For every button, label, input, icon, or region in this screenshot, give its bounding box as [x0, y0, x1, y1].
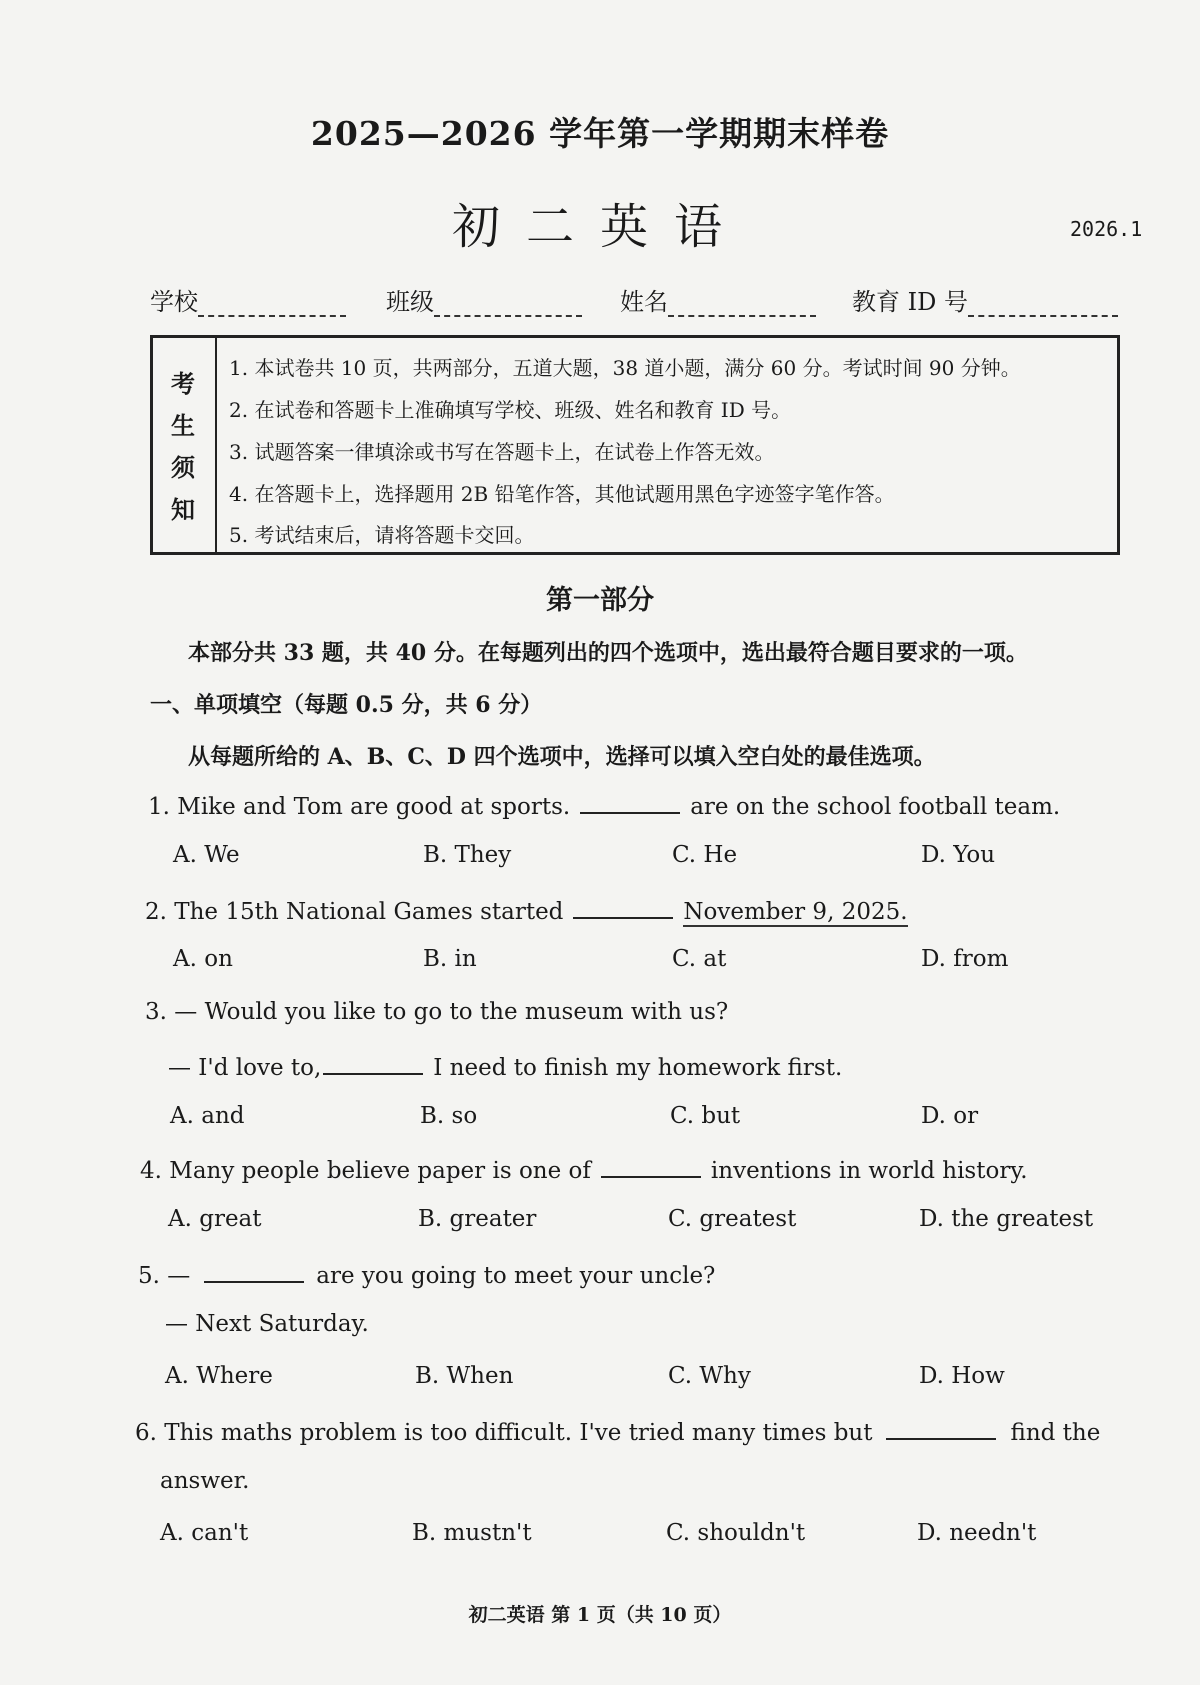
page-footer: 初二英语 第 1 页（共 10 页）: [468, 1604, 732, 1626]
name-label: 姓名: [620, 288, 668, 316]
notice-item: 1. 本试卷共 10 页，共两部分，五道大题，38 道小题，满分 60 分。考试时间 90 分钟。: [229, 356, 1021, 380]
question-stem: The 15th National Games started: [174, 899, 564, 925]
question-number: 4.: [140, 1158, 170, 1184]
answer-blank[interactable]: [886, 1416, 996, 1440]
option-d[interactable]: D. How: [919, 1363, 1005, 1389]
class-field[interactable]: [386, 282, 582, 317]
answer-blank[interactable]: [580, 790, 680, 814]
option-c[interactable]: C. greatest: [668, 1206, 797, 1232]
option-c[interactable]: C. at: [672, 946, 727, 972]
option-c[interactable]: C. Why: [668, 1363, 751, 1389]
class-line: [434, 289, 582, 317]
question-stem: find the: [1010, 1420, 1101, 1446]
question-4: [140, 1154, 1028, 1184]
id-label: 教育 ID 号: [852, 288, 968, 316]
question-number: 1.: [148, 794, 178, 820]
option-d[interactable]: D. needn't: [917, 1520, 1037, 1546]
option-a[interactable]: A. can't: [160, 1520, 249, 1546]
notice-heading: [153, 338, 217, 552]
notice-heading-char: 须: [171, 453, 195, 482]
question-5-reply: — Next Saturday.: [165, 1311, 369, 1337]
id-field[interactable]: [852, 282, 1118, 317]
answer-blank[interactable]: [204, 1259, 304, 1283]
question-stem: November 9, 2025.: [683, 899, 908, 925]
notice-item: 2. 在试卷和答题卡上准确填写学校、班级、姓名和教育 ID 号。: [229, 398, 792, 422]
option-d[interactable]: D. the greatest: [919, 1206, 1094, 1232]
notice-heading-char: 知: [171, 495, 195, 524]
name-line: [668, 289, 816, 317]
option-d[interactable]: D. from: [921, 946, 1009, 972]
subject-title: 初二英语: [451, 199, 748, 255]
question-3: [145, 999, 728, 1025]
question-5: [138, 1259, 715, 1289]
option-a[interactable]: A. Where: [165, 1363, 273, 1389]
notice-item: 4. 在答题卡上，选择题用 2B 铅笔作答，其他试题用黑色字迹签字笔作答。: [229, 482, 895, 506]
option-b[interactable]: B. When: [415, 1363, 514, 1389]
question-number: 5.: [138, 1263, 168, 1289]
notice-heading-char: 考: [171, 369, 195, 398]
option-b[interactable]: B. greater: [418, 1206, 537, 1232]
question-6-continued: answer.: [160, 1468, 250, 1494]
option-b[interactable]: B. mustn't: [412, 1520, 532, 1546]
option-d[interactable]: D. You: [921, 842, 996, 868]
question-stem: Many people believe paper is one of: [169, 1158, 591, 1184]
option-a[interactable]: A. and: [170, 1103, 245, 1129]
question-2: [145, 895, 908, 925]
question-stem: — Would you like to go to the museum with us?: [174, 999, 729, 1025]
school-field[interactable]: [150, 282, 346, 317]
question-stem: are you going to meet your uncle?: [316, 1263, 716, 1289]
section-instruction: 从每题所给的 A、B、C、D 四个选项中，选择可以填入空白处的最佳选项。: [188, 744, 936, 770]
question-1: [148, 790, 1060, 820]
question-stem: — I'd love to,: [168, 1055, 322, 1081]
question-stem: This maths problem is too difficult. I've tried many times but: [164, 1420, 873, 1446]
question-number: 2.: [145, 899, 175, 925]
notice-item: 3. 试题答案一律填涂或书写在答题卡上，在试卷上作答无效。: [229, 440, 775, 464]
exam-notice-box: [150, 335, 1120, 555]
question-3-reply: [168, 1051, 842, 1081]
option-b[interactable]: B. in: [423, 946, 477, 972]
option-b[interactable]: B. They: [423, 842, 512, 868]
question-stem: I need to finish my homework first.: [433, 1055, 843, 1081]
answer-blank[interactable]: [573, 895, 673, 919]
question-stem: Mike and Tom are good at sports.: [177, 794, 571, 820]
exam-date: 2026.1: [1070, 217, 1143, 241]
answer-blank[interactable]: [323, 1051, 423, 1075]
option-a[interactable]: A. on: [173, 946, 233, 972]
option-c[interactable]: C. shouldn't: [666, 1520, 806, 1546]
name-field[interactable]: [620, 282, 816, 317]
option-a[interactable]: A. We: [173, 842, 240, 868]
part-description: 本部分共 33 题，共 40 分。在每题列出的四个选项中，选出最符合题目要求的一项。: [188, 640, 1028, 666]
question-number: 6.: [135, 1420, 165, 1446]
option-b[interactable]: B. so: [420, 1103, 478, 1129]
question-stem: —: [167, 1263, 191, 1289]
notice-item: 5. 考试结束后，请将答题卡交回。: [229, 523, 535, 547]
option-a[interactable]: A. great: [168, 1206, 262, 1232]
school-line: [198, 289, 346, 317]
question-number: 3.: [145, 999, 175, 1025]
id-line: [968, 289, 1118, 317]
class-label: 班级: [386, 288, 434, 316]
option-d[interactable]: D. or: [921, 1103, 979, 1129]
part-title: 第一部分: [546, 585, 654, 616]
question-stem: inventions in world history.: [710, 1158, 1028, 1184]
question-stem: are on the school football team.: [690, 794, 1061, 820]
answer-blank[interactable]: [601, 1154, 701, 1178]
option-c[interactable]: C. He: [672, 842, 738, 868]
exam-title: 2025—2026 学年第一学期期末样卷: [310, 114, 890, 153]
question-6: [135, 1416, 1100, 1446]
option-c[interactable]: C. but: [670, 1103, 741, 1129]
section-title: 一、单项填空（每题 0.5 分，共 6 分）: [150, 692, 543, 718]
school-label: 学校: [150, 288, 198, 316]
notice-heading-char: 生: [171, 411, 195, 440]
